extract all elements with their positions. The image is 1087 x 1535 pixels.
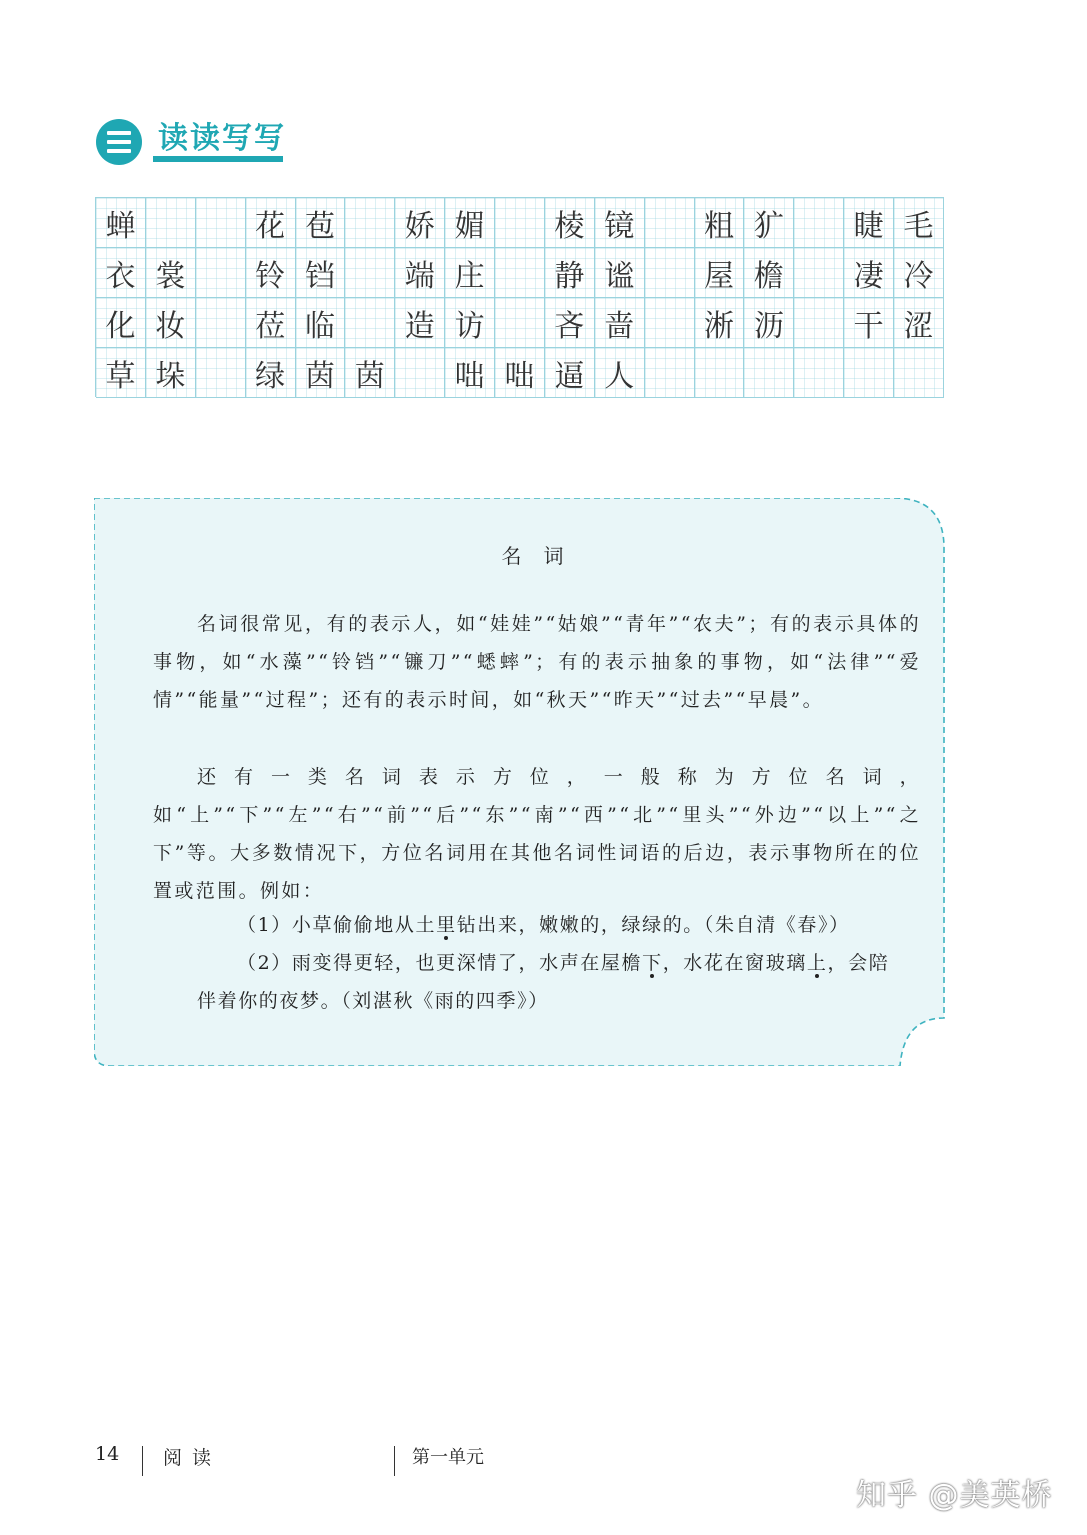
- grid-cell: 草: [96, 348, 146, 398]
- grid-cell: 花: [246, 198, 296, 248]
- grid-cell: [196, 198, 246, 248]
- grid-cell: 人: [595, 348, 645, 398]
- grid-cell: [146, 198, 196, 248]
- grid-cell: [495, 298, 545, 348]
- footer-section-label: 阅读: [163, 1447, 222, 1469]
- grid-cell: 镜: [595, 198, 645, 248]
- emphasis-dotted-char: 上: [806, 952, 828, 974]
- grid-cell: 临: [296, 298, 346, 348]
- grid-cell: [794, 198, 844, 248]
- section-title: 读读写写: [158, 121, 286, 156]
- grid-cell: 啬: [595, 298, 645, 348]
- grid-cell: [645, 298, 695, 348]
- grid-cell: [695, 348, 745, 398]
- grid-cell: 绿: [246, 348, 296, 398]
- grid-cell: 淅: [695, 298, 745, 348]
- grid-cell: 粗: [695, 198, 745, 248]
- grid-cell: 谧: [595, 248, 645, 298]
- grid-cell: 垛: [146, 348, 196, 398]
- grid-cell: 化: [96, 298, 146, 348]
- grid-cell: 涩: [894, 298, 944, 348]
- grid-cell: [894, 348, 944, 398]
- grid-cell: [196, 298, 246, 348]
- grid-cell: [495, 198, 545, 248]
- grid-cell: [495, 248, 545, 298]
- grid-cell: 毛: [894, 198, 944, 248]
- grid-cell: 沥: [744, 298, 794, 348]
- grid-cell: 咄: [495, 348, 545, 398]
- grid-cell: [645, 248, 695, 298]
- grid-cell: 铛: [296, 248, 346, 298]
- section-title-underline: [153, 156, 283, 162]
- grid-cell: 静: [545, 248, 595, 298]
- footer-divider: [142, 1446, 143, 1476]
- grid-cell: 造: [395, 298, 445, 348]
- example-2: （2）雨变得更轻，也更深情了，水声在屋檐下，水花在窗玻璃上，会陪: [237, 952, 890, 974]
- emphasis-dotted-char: 里: [436, 914, 457, 936]
- grid-cell: [645, 198, 695, 248]
- grid-cell: 棱: [545, 198, 595, 248]
- emphasis-dotted-char: 下: [642, 952, 663, 974]
- grid-cell: 衣: [96, 248, 146, 298]
- grid-cell: 裳: [146, 248, 196, 298]
- note-paragraph-1: 名词很常见，有的表示人，如“娃娃”“姑娘”“青年”“农夫”；有的表示具体的事物，如“水藻”“铃铛”“镰刀”“蟋蟀”；有的表示抽象的事物，如“法律”“爱情”“能量”“过程”；还有的表示时间，如“秋天”“昨天”“过去”“早晨”。: [153, 613, 921, 711]
- grid-cell: 冷: [894, 248, 944, 298]
- grid-cell: 娇: [395, 198, 445, 248]
- grid-cell: 屋: [695, 248, 745, 298]
- grid-cell: 庄: [445, 248, 495, 298]
- grid-cell: 访: [445, 298, 495, 348]
- grid-cell: [794, 348, 844, 398]
- grid-cell: [744, 348, 794, 398]
- grid-cell: 蝉: [96, 198, 146, 248]
- grid-cell: 茵: [296, 348, 346, 398]
- note-title: 名词: [501, 544, 586, 568]
- grid-cell: 媚: [445, 198, 495, 248]
- watermark: 知乎 @美英桥: [856, 1478, 1053, 1513]
- footer-unit-label: 第一单元: [412, 1447, 484, 1468]
- grid-cell: 凄: [844, 248, 894, 298]
- grid-cell: [844, 348, 894, 398]
- grid-cell: [645, 348, 695, 398]
- grid-cell: 苞: [296, 198, 346, 248]
- grid-cell: [794, 248, 844, 298]
- grid-cell: [345, 198, 395, 248]
- grid-cell: [196, 248, 246, 298]
- grid-cell: [345, 248, 395, 298]
- grid-cell: [196, 348, 246, 398]
- grid-cell: 吝: [545, 298, 595, 348]
- example-1: （1）小草偷偷地从土里钻出来，嫩嫩的，绿绿的。（朱自清《春》）: [237, 914, 850, 936]
- grid-cell: 干: [844, 298, 894, 348]
- character-practice-grid: [95, 197, 944, 397]
- example-2-continuation: 伴着你的夜梦。（刘湛秋《雨的四季》）: [197, 990, 549, 1012]
- grid-cell: [395, 348, 445, 398]
- note-paragraph-2: 还有一类名词表示方位，一般称为方位名词，如“上”“下”“左”“右”“前”“后”“东”“南”“西”“北”“里头”“外边”“以上”“之下”等。大多数情况下，方位名词用在其他名词性词语的后边，表示事物所在的位置或范围。例如：: [153, 766, 921, 902]
- three-bars-icon: [107, 130, 131, 154]
- footer-divider: [394, 1446, 395, 1476]
- grid-cell: 端: [395, 248, 445, 298]
- grid-cell: 睫: [844, 198, 894, 248]
- grid-cell: [345, 298, 395, 348]
- grid-cell: 茵: [345, 348, 395, 398]
- page-number: 14: [95, 1443, 120, 1465]
- grid-cell: 铃: [246, 248, 296, 298]
- section-number-badge: [96, 119, 142, 165]
- grid-cell: 莅: [246, 298, 296, 348]
- grid-cell: 檐: [744, 248, 794, 298]
- grid-cell: 妆: [146, 298, 196, 348]
- grid-cell: 咄: [445, 348, 495, 398]
- grid-cell: 犷: [744, 198, 794, 248]
- grid-cell: 逼: [545, 348, 595, 398]
- grid-cell: [794, 298, 844, 348]
